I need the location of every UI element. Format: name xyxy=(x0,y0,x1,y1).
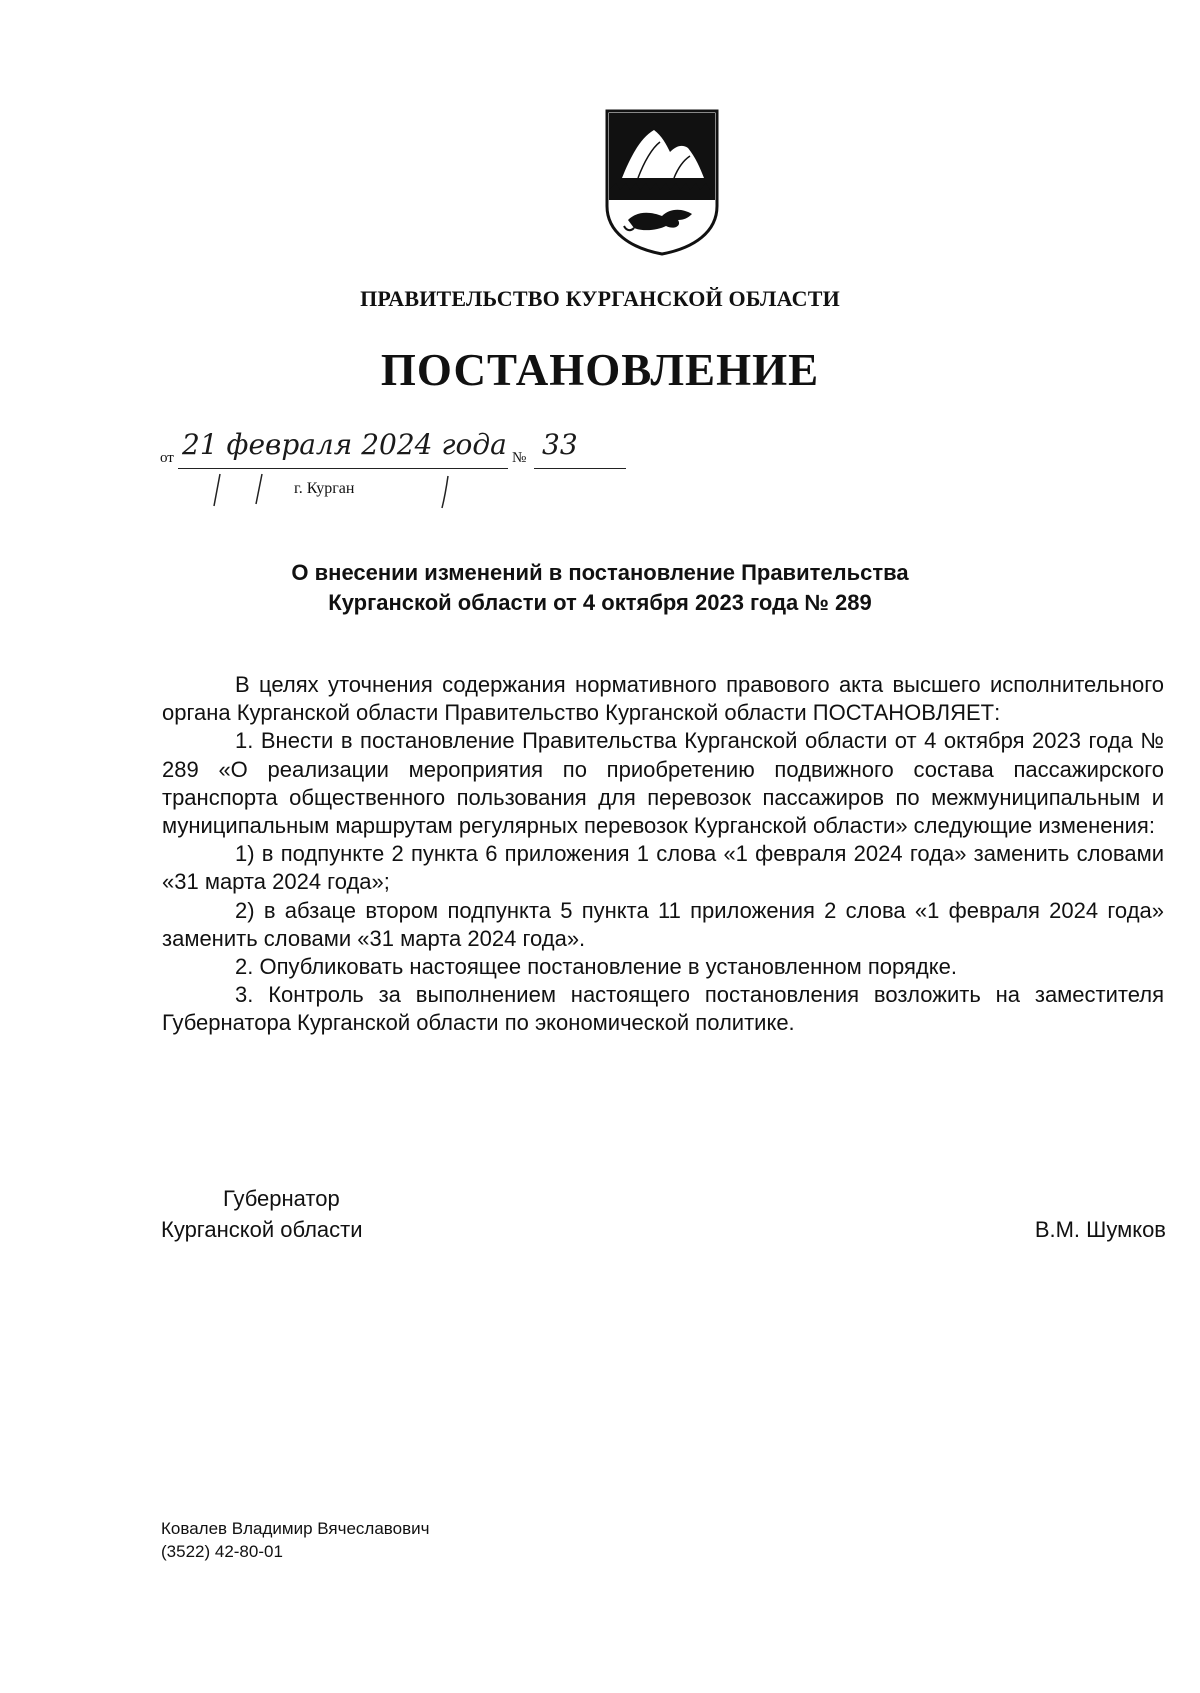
executor-phone: (3522) 42-80-01 xyxy=(161,1542,283,1561)
organization-name: ПРАВИТЕЛЬСТВО КУРГАНСКОЙ ОБЛАСТИ xyxy=(360,286,840,311)
date-underline xyxy=(178,468,508,469)
title-line-1: О внесении изменений в постановление Правительства xyxy=(291,560,909,585)
kurgan-oblast-coat-of-arms-icon xyxy=(604,108,720,256)
body-paragraph: 1. Внести в постановление Правительства Курганской области от 4 октября 2023 года № 289 «О реализации мероприятия по приобретению подвижного состава пассажирского транспорта общественного пользования для перевозок пассажиров по межмуниципальным и муниципальным маршрутам регулярных перевозок Курганской области» следующие изменения: xyxy=(162,728,1164,839)
executor-name: Ковалев Владимир Вячеславович xyxy=(161,1519,430,1538)
signatory-position xyxy=(161,1183,363,1245)
document-body xyxy=(162,671,1164,1038)
document-type-heading: ПОСТАНОВЛЕНИЕ xyxy=(380,345,820,395)
body-paragraph: 3. Контроль за выполнением настоящего постановления возложить на заместителя Губернатора Курганской области по экономической политике. xyxy=(162,982,1164,1036)
signature-strokes xyxy=(210,470,470,510)
number-label: № xyxy=(512,450,527,466)
title-line-2: Курганской области от 4 октября 2023 года № 289 xyxy=(328,590,872,615)
signatory-name: В.М. Шумков xyxy=(1034,1217,1166,1242)
city-label: г. Курган xyxy=(294,480,355,497)
document-title xyxy=(0,558,1200,618)
number-underline xyxy=(534,468,626,469)
body-paragraph: В целях уточнения содержания нормативного правового акта высшего исполнительного органа Курганской области Правительство Курганской области ПОСТАНОВЛЯЕТ: xyxy=(162,672,1164,726)
position-line-2: Курганской области xyxy=(161,1217,363,1242)
body-paragraph: 2) в абзаце втором подпункта 5 пункта 11 приложения 2 слова «1 февраля 2024 года» заменить словами «31 марта 2024 года». xyxy=(162,897,1164,951)
body-paragraph: 2. Опубликовать настоящее постановление в установленном порядке. xyxy=(235,954,957,980)
handwritten-number: 33 xyxy=(542,428,578,461)
registration-block xyxy=(160,428,660,516)
date-from-label: от xyxy=(160,450,174,466)
handwritten-date: 21 февраля 2024 года xyxy=(182,428,507,461)
executor-contact xyxy=(161,1517,430,1563)
position-line-1: Губернатор xyxy=(223,1186,340,1211)
body-paragraph: 1) в подпункте 2 пункта 6 приложения 1 слова «1 февраля 2024 года» заменить словами «31 марта 2024 года»; xyxy=(162,841,1164,895)
